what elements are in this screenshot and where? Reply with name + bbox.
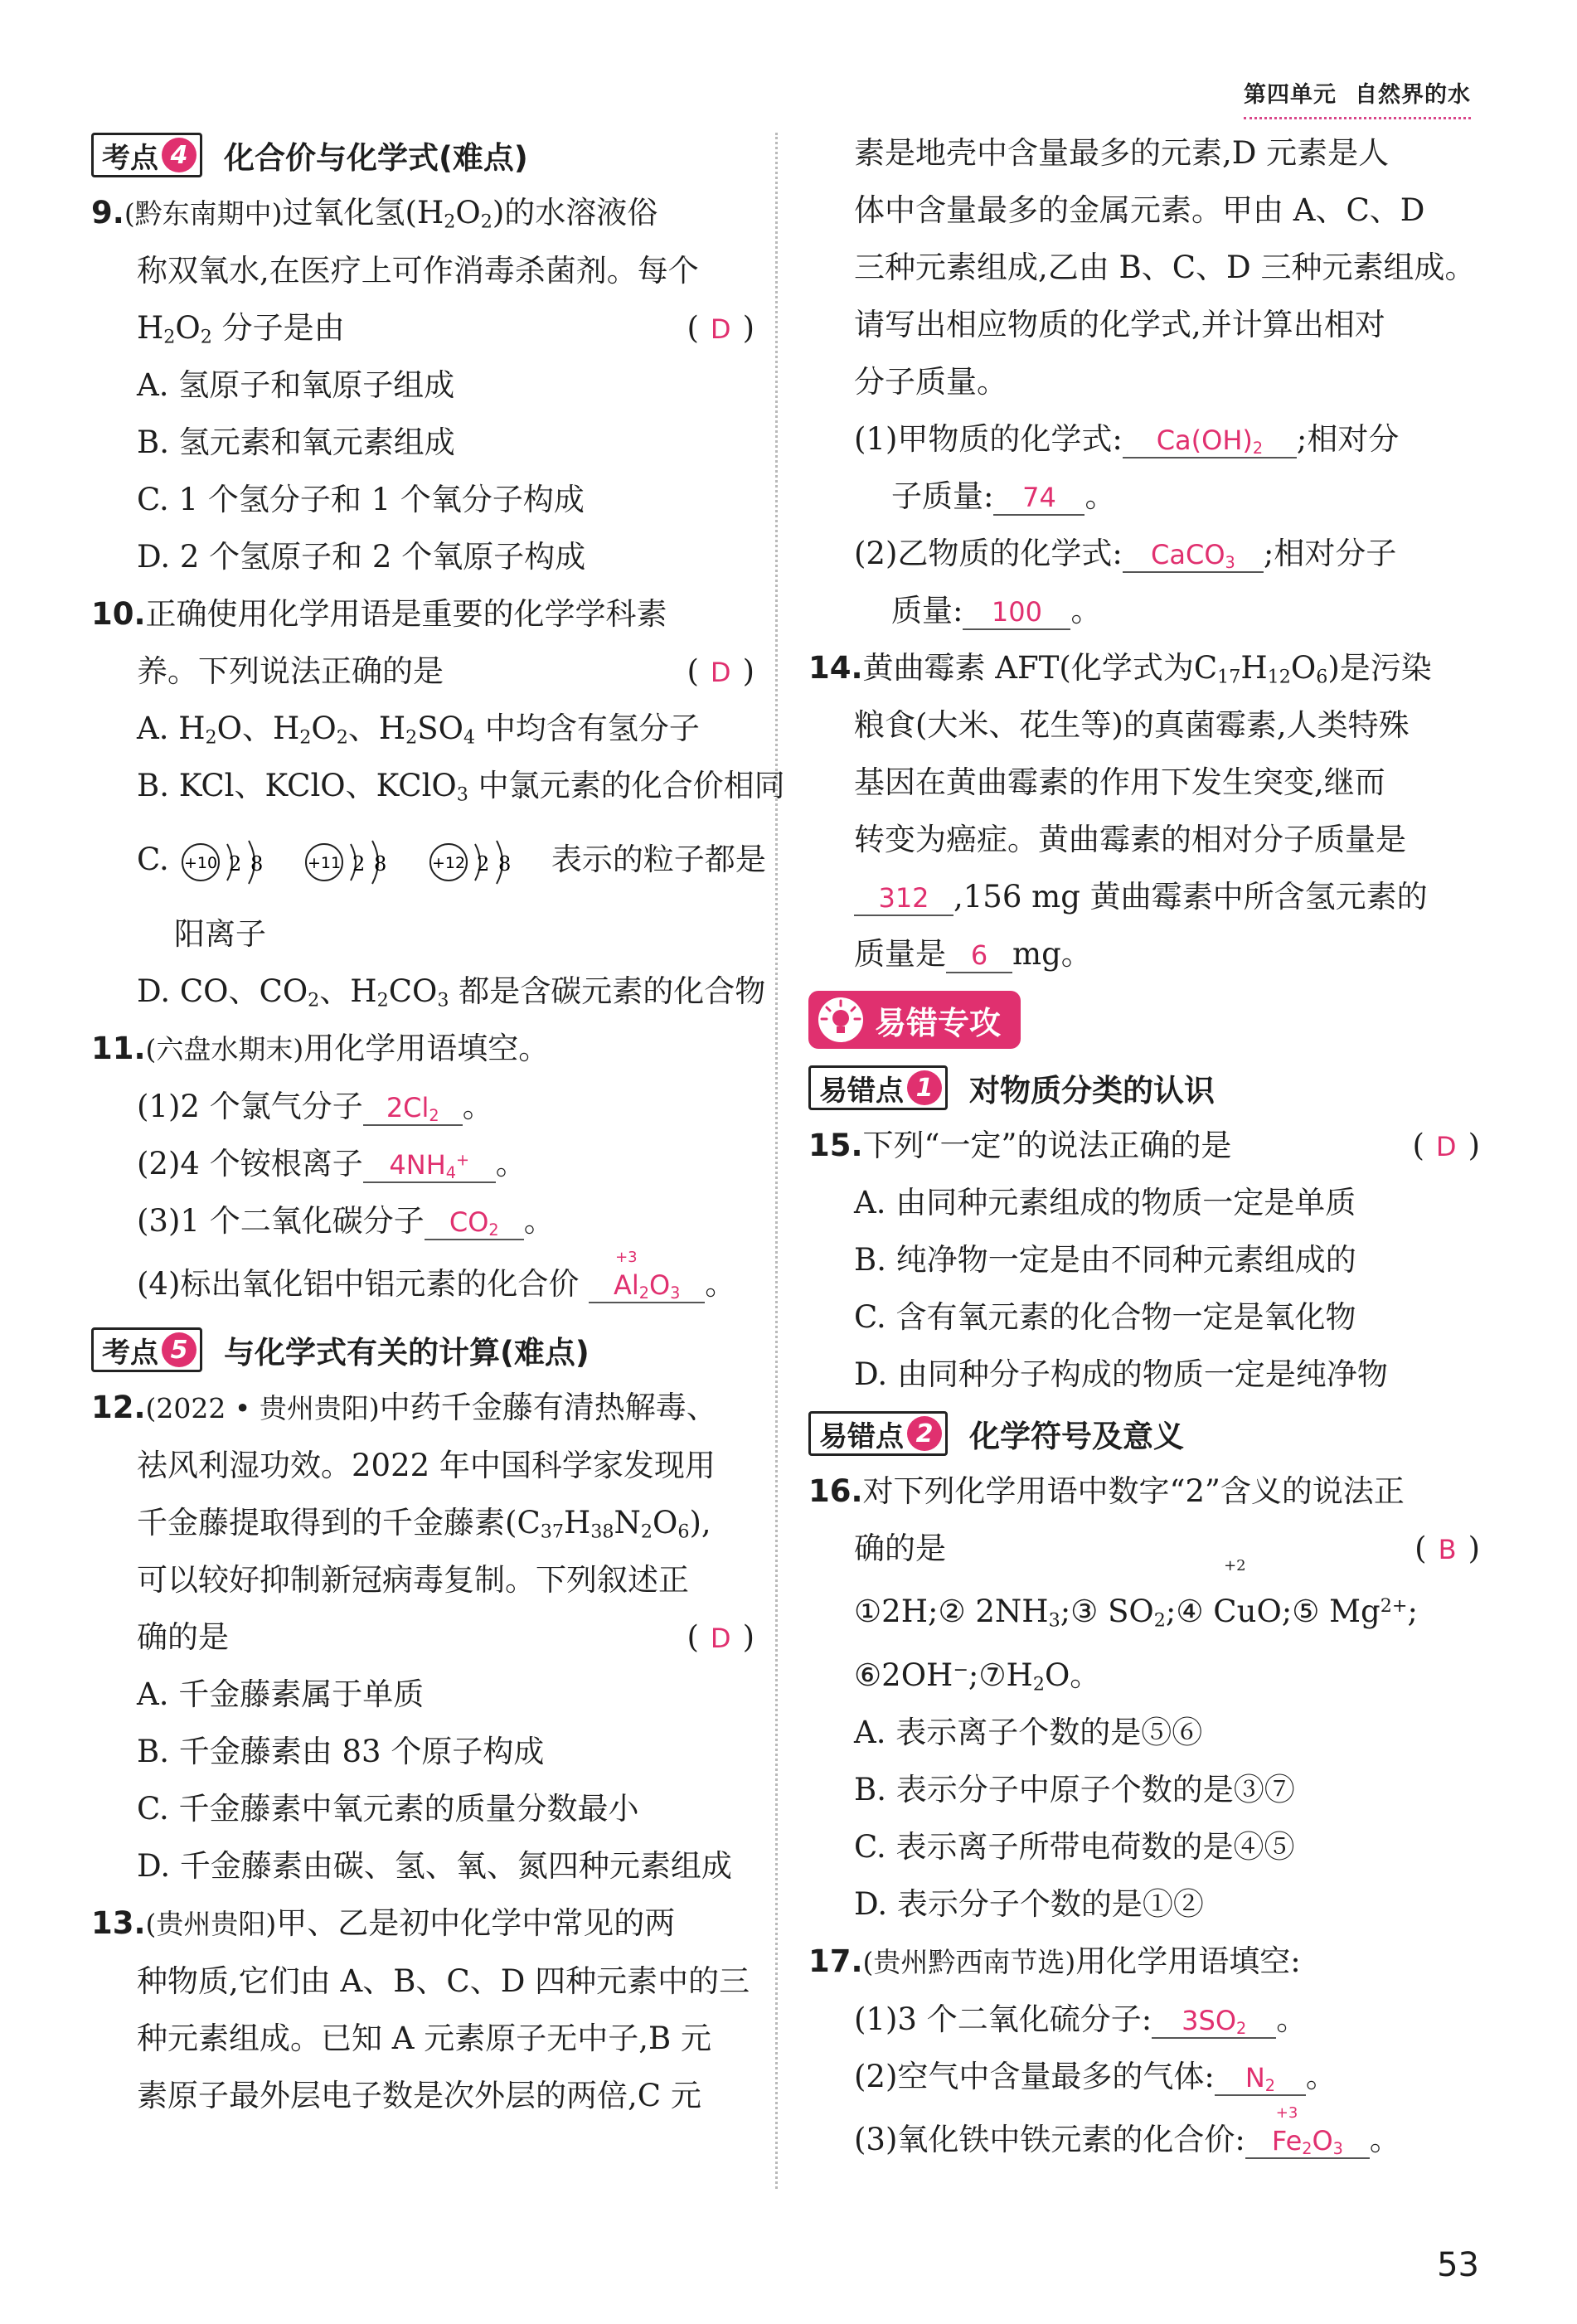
answer-value: B (1438, 1534, 1457, 1565)
answer-bracket: ( D ) (687, 1619, 755, 1655)
option-d: D. 由同种分子构成的物质一定是纯净物 (854, 1356, 1388, 1392)
answer-value: D (710, 657, 731, 688)
svg-text:8: 8 (498, 851, 512, 876)
option-a: A. 由同种元素组成的物质一定是单质 (854, 1185, 1356, 1220)
svg-text:2: 2 (352, 851, 366, 876)
question-11: 11.(六盘水期末)用化学用语填空。 (1)2 个氯气分子 $2Cl_2$ 。 (2)4 个铵根离子 $4NH_4^+$ 。 (3)1 个二氧化碳分子 $CO_2$ 。 (4)标出氧化铝中铝元素的化合价 Al +3 $_2O_3$ 。 (91, 1031, 736, 1303)
option-b: B. 千金藤素由 83 个原子构成 (137, 1734, 545, 1769)
option-c: C. 含有氧元素的化合物一定是氧化物 (854, 1299, 1356, 1335)
option-c: C. 1 个氢分子和 1 个氧分子构成 (137, 482, 585, 517)
answer-bracket: ( D ) (687, 310, 755, 346)
option-d: D. CO、$CO_2$、$H_2CO_3$ 都是含碳元素的化合物 (137, 973, 766, 1012)
answer-bracket: ( D ) (1412, 1128, 1480, 1163)
question-10: 10.正确使用化学用语是重要的化学学科素 养。下列说法正确的是 ( D ) A. $H_2O$、$H_2O_2$、$H_2SO_4$ 中均含有氢分子 B. KCl、KClO、KClO$_3$ 中氯元素的化合价相同 C. +10 2 8 +11 2 8 +12 2 8 表示的粒子都是 阳离子 D. CO、$CO_2$、$H_2CO_3$ 都是含碳元素的化合物 (91, 585, 755, 1020)
option-a: A. 氢原子和氧原子组成 (137, 367, 455, 403)
answer-blank: Al +3 $_2O_3$ (589, 1269, 705, 1303)
section-number: 4 (162, 138, 197, 172)
section-tag: 易错点 1 (808, 1065, 948, 1110)
section-yicuodian-1 (808, 1062, 1480, 1113)
option-b: B. 表示分子中原子个数的是③⑦ (854, 1772, 1295, 1807)
answer-blank: $CO_2$ (425, 1206, 524, 1240)
question-14: 14.黄曲霉素 AFT(化学式为$C_{17}H_{12}O_6$)是污染 粮食(大米、花生等)的真菌霉素,人类特殊 基因在黄曲霉素的作用下发生突变,继而 转变为癌症。黄曲霉素的相对分子质量是 312 ,156 mg 黄曲霉素中所含氢元素的 质量是 6 mg。 (808, 650, 1432, 972)
option-b: B. KCl、KClO、KClO$_3$ 中氯元素的化合价相同 (137, 768, 785, 806)
section-number: 2 (907, 1416, 942, 1451)
section-title: 对物质分类的认识 (969, 1073, 1215, 1109)
answer-blank: 312 (854, 881, 953, 916)
section-title: 与化学式有关的计算(难点) (224, 1335, 590, 1371)
section-banner: 易错专攻 (808, 991, 1021, 1049)
option-c: C. +10 2 8 +11 2 8 +12 2 8 表示的粒子都是 (91, 814, 755, 905)
atom-structure-icon (179, 837, 287, 887)
unit-label: 第四单元 (1244, 82, 1337, 108)
answer-blank: $Ca(OH)_2$ (1123, 424, 1297, 458)
option-a: A. $H_2O$、$H_2O_2$、$H_2SO_4$ 中均含有氢分子 (137, 711, 700, 749)
section-yicuodian-2 (808, 1408, 1480, 1459)
answer-blank: $N_2$ (1215, 2061, 1306, 2096)
page-header (1244, 76, 1471, 119)
answer-value: D (1435, 1131, 1457, 1162)
question-12: 12.(2022 • 贵州贵阳)中药千金藤有清热解毒、 祛风利湿功效。2022 年中国科学家发现用 千金藤提取得到的千金藤素$(C_{37}H_{38}N_2O_6)$, 可以较好抑制新冠病毒复制。下列叙述正 确的是 ( D ) A. 千金藤素属于单质 B. 千金藤素由 83 个原子构成 C. 千金藤素中氧元素的质量分数最小 D. 千金藤素由碳、氢、氧、氮四种元素组成 (91, 1379, 755, 1895)
answer-blank: $4NH_4^+$ (363, 1148, 496, 1183)
option-c: C. 千金藤素中氧元素的质量分数最小 (137, 1791, 639, 1827)
section-kaodian-5 (91, 1324, 755, 1375)
option-d: D. 2 个氢原子和 2 个氧原子构成 (137, 539, 586, 575)
svg-text:+10: +10 (183, 853, 217, 872)
atom-structure-icon (427, 837, 535, 887)
section-number: 1 (907, 1070, 942, 1105)
svg-text:2: 2 (477, 851, 490, 876)
answer-value: D (710, 1623, 731, 1654)
right-column (808, 124, 1480, 2175)
question-15: 15.下列“一定”的说法正确的是 ( D ) A. 由同种元素组成的物质一定是单质 B. 纯净物一定是由不同种元素组成的 C. 含有氧元素的化合物一定是氧化物 D. 由同种分子构成的物质一定是纯净物 (808, 1117, 1480, 1403)
answer-bracket: ( D ) (687, 653, 755, 689)
answer-value: D (710, 313, 731, 345)
section-tag: 考点 5 (91, 1327, 202, 1372)
lightbulb-icon (817, 996, 865, 1044)
answer-bracket: ( B ) (1414, 1531, 1480, 1566)
svg-text:8: 8 (250, 851, 263, 876)
unit-title: 自然界的水 (1355, 82, 1471, 108)
option-d: D. 千金藤素由碳、氢、氧、氮四种元素组成 (137, 1848, 732, 1884)
section-number: 5 (162, 1332, 197, 1367)
option-b: B. 氢元素和氧元素组成 (137, 425, 455, 460)
answer-blank: Fe +3 $_2O_3$ (1245, 2124, 1370, 2159)
question-16: 16.对下列化学用语中数字“2”含义的说法正 确的是 ( B ) ①2H;② $2NH_3;③$ $SO_2;④$ Cu +2 O;⑤ $Mg^{2+}$; $⑥2OH^-;⑦H_2O$。 A. 表示离子个数的是⑤⑥ B. 表示分子中原子个数的是③⑦ C. 表示离子所带电荷数的是④⑤ D. 表示分子个数的是①② (808, 1463, 1480, 1933)
option-b: B. 纯净物一定是由不同种元素组成的 (854, 1242, 1356, 1278)
section-title: 化合价与化学式(难点) (224, 140, 528, 176)
answer-blank: CaCO$_3$ (1123, 538, 1264, 573)
answer-blank: 100 (963, 595, 1070, 630)
section-tag: 易错点 2 (808, 1411, 948, 1456)
option-d: D. 表示分子个数的是①② (854, 1886, 1204, 1922)
svg-text:+12: +12 (432, 853, 466, 872)
section-kaodian-4 (91, 129, 755, 181)
left-column (91, 124, 785, 2124)
section-tag: 考点 4 (91, 133, 202, 177)
question-9: 9.(黔东南期中)过氧化氢$(H_2O_2)$的水溶液俗 称双氧水,在医疗上可作消毒杀菌剂。每个 $H_2O_2$ 分子是由 ( D ) A. 氢原子和氧原子组成 B. 氢元素和氧元素组成 C. 1 个氢分子和 1 个氧分子构成 D. 2 个氢原子和 2 个氧原子构成 (91, 184, 755, 585)
question-13-part-1: 13.(贵州贵阳)甲、乙是初中化学中常见的两 种物质,它们由 A、B、C、D 四种元素中的三 种元素组成。已知 A 元素原子无中子,B 元 素原子最外层电子数是次外层的两倍,C 元 (91, 1905, 750, 2113)
answer-blank: 74 (993, 481, 1084, 516)
answer-blank: $3SO_2$ (1152, 2004, 1276, 2039)
question-17: 17.(贵州黔西南节选)用化学用语填空: (1)3 个二氧化硫分子: $3SO_2$ 。 (2)空气中含量最多的气体: $N_2$ 。 (3)氧化铁中铁元素的化合价: Fe +3 $_2O_3$ 。 (808, 1943, 1400, 2158)
svg-text:+11: +11 (308, 853, 342, 872)
atom-structure-icon (303, 837, 410, 887)
answer-blank: 6 (946, 939, 1012, 973)
option-a: A. 表示离子个数的是⑤⑥ (854, 1715, 1203, 1750)
option-c: C. 表示离子所带电荷数的是④⑤ (854, 1829, 1295, 1865)
column-divider (775, 133, 778, 2189)
section-title: 化学符号及意义 (969, 1419, 1184, 1454)
svg-text:2: 2 (228, 851, 241, 876)
page-number: 53 (1437, 2246, 1479, 2284)
svg-text:8: 8 (374, 851, 387, 876)
option-a: A. 千金藤素属于单质 (137, 1676, 425, 1712)
question-13-part-2: 素是地壳中含量最多的元素,D 元素是人 体中含量最多的金属元素。甲由 A、C、D 三种元素组成,乙由 B、C、D 三种元素组成。 请写出相应物质的化学式,并计算出相对 分子质量。 (1)甲物质的化学式: $Ca(OH)_2$ ;相对分 子质量: 74 。 (2)乙物质的化学式: CaCO$_3$ ;相对分子 质量: 100 。 (854, 135, 1476, 628)
answer-blank: $2Cl_2$ (363, 1091, 463, 1126)
